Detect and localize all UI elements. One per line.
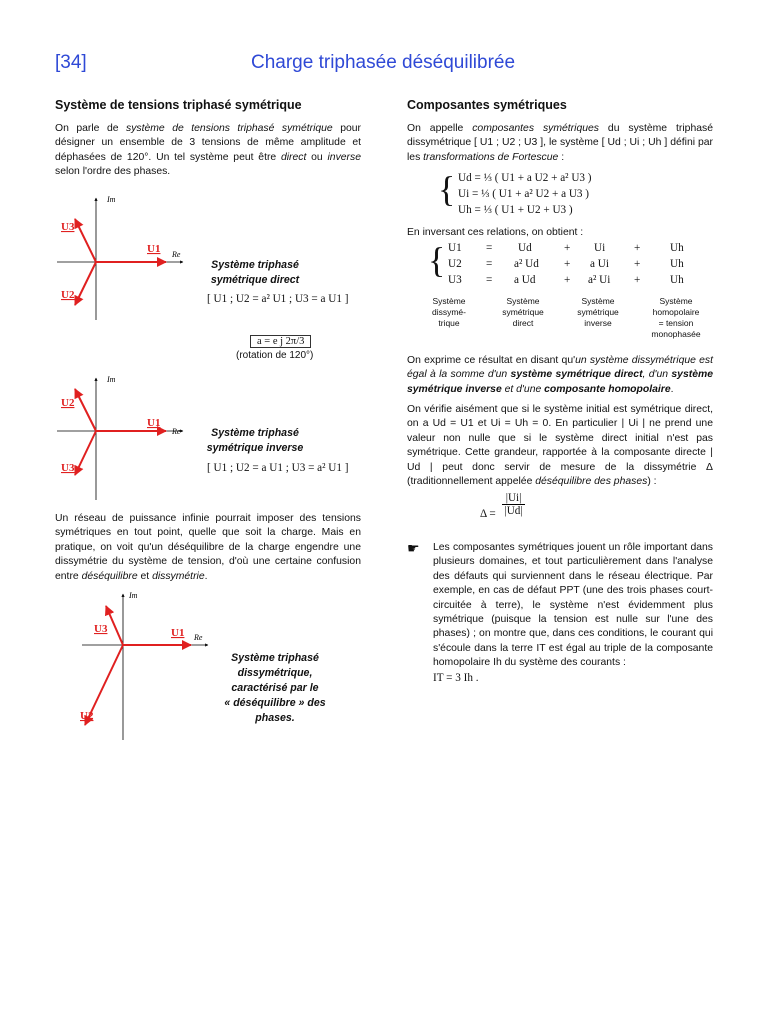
label-u3: U3 [61, 221, 75, 233]
left-para2: Un réseau de puissance infinie pourrait imposer des tensions symétriques en tout point, quelle que soit la charge. Mais en pratique, on voit qu'un déséquilibre de la charge engendre une dissymétrie du système de tension, d'où une certaine confusion entre déséquilibre et dissymétrie. [55, 513, 361, 582]
brace-fortescue: { [438, 169, 456, 209]
fortescue-h: Uh = ⅓ ( U1 + U2 + U3 ) [458, 204, 573, 216]
hand-pointer-icon: ☛ [407, 540, 420, 556]
page-title: Charge triphasée déséquilibrée [251, 52, 516, 73]
svg-text:U2: U2 [61, 397, 75, 409]
delta-formula: Δ = $\frac{|Ui|}{|Ud|}$ [480, 492, 523, 521]
re-label: Re [172, 250, 181, 259]
left-heading: Système de tensions triphasé symétrique [55, 98, 302, 112]
phasor-diagram-dissymetric [80, 588, 210, 743]
right-para-check: On vérifie aisément que si le système initial est symétrique direct, on a Ud = U1 et Ui = Uh = 0. En particulier | Ui | ne prend une valeur non nulle que si le système direct initial n'est pas symétrique. Cette grandeur, rapportée à la composante directe | Ud | peut donc servir de mesure de la dissymétrie Δ (traditionnellement appelée déséquilibre des phases) : [407, 404, 713, 488]
rotation-note: (rotation de 120°) [236, 350, 314, 361]
left-intro: On parle de système de tensions triphasé symétrique pour désigner un ensemble de 3 tensions de même amplitude et déphasées de 120°. Un tel système peut être direct ou inverse selon l'ordre des phases. [55, 123, 362, 178]
svg-text:U3: U3 [94, 623, 108, 635]
right-intro: On appelle composantes symétriques du système triphasé dissymétrique [ U1 ; U2 ; U3 ], le système [ Ud ; Ui ; Uh ] défini par les transformations de Fortescue : [407, 123, 713, 163]
label-u1: U1 [147, 243, 161, 255]
phasor-diagram-inverse [55, 370, 185, 505]
phasor-diagram-direct [55, 190, 185, 325]
inverse-table: U1 = Ud + Ui + Uh U2 = a² Ud + a Ui + Uh U3 = a Ud + a² Ui + Uh [448, 242, 684, 286]
col-label-homopolar: Système homopolaire = tension monophasée [651, 296, 701, 339]
fortescue-i: Ui = ⅓ ( U1 + a² U2 + a U3 ) [458, 188, 590, 200]
svg-text:Im: Im [129, 591, 138, 600]
right-note: Les composantes symétriques jouent un rôle important dans plusieurs domaines, et tout particulièrement dans l'analyse des défauts qui surviennent dans le réseau électrique. Par exemple, en cas de défaut PPT (une des trois phases court-circuitée à terre), le système n'est évidemment plus symétrique (puisque la tension est nulle sur l'une des phases) ; on montre que, dans ces conditions, le courant qui s'écoule dans la terre IT est égal au triple de la composante homopolaire Ih du système des courants : IT = 3 Ih . [433, 542, 713, 684]
right-heading: Composantes symétriques [407, 98, 567, 112]
inverse-intro: En inversant ces relations, on obtient : [407, 227, 584, 238]
note-equation: IT = 3 Ih . [433, 671, 479, 684]
page-number: [34] [55, 52, 87, 73]
relation-inverse: [ U1 ; U2 = a U1 ; U3 = a² U1 ] [207, 462, 349, 474]
col-label-dissymetric: Système dissymé- trique [431, 296, 466, 328]
col-label-inverse: Système symétrique inverse [577, 296, 619, 328]
right-para-sum: On exprime ce résultat en disant qu'un système dissymétrique est égal à la somme d'un système symétrique direct, d'un système symétrique inverse et d'une composante homopolaire. [407, 355, 713, 395]
im-label: Im [107, 195, 116, 204]
svg-text:U1: U1 [171, 627, 185, 639]
relation-direct: [ U1 ; U2 = a² U1 ; U3 = a U1 ] [207, 293, 349, 305]
brace-inverse: { [428, 240, 446, 280]
col-label-direct: Système symétrique direct [502, 296, 544, 328]
svg-text:Re: Re [172, 427, 181, 436]
caption-dissymetric: Système triphasé dissymétrique, caractérisé par le « déséquilibre » des phases. [224, 652, 326, 724]
caption-direct: Système triphasé symétrique direct [210, 259, 300, 286]
svg-text:Re: Re [194, 633, 203, 642]
svg-text:U3: U3 [61, 462, 75, 474]
a-definition: a = e j 2π/3 [250, 335, 311, 348]
svg-text:U2: U2 [80, 710, 94, 722]
label-u2: U2 [61, 289, 75, 301]
caption-inverse: Système triphasé symétrique inverse [206, 427, 304, 454]
svg-text:U1: U1 [147, 417, 161, 429]
fortescue-d: Ud = ⅓ ( U1 + a U2 + a² U3 ) [458, 172, 592, 184]
svg-text:Im: Im [107, 375, 116, 384]
